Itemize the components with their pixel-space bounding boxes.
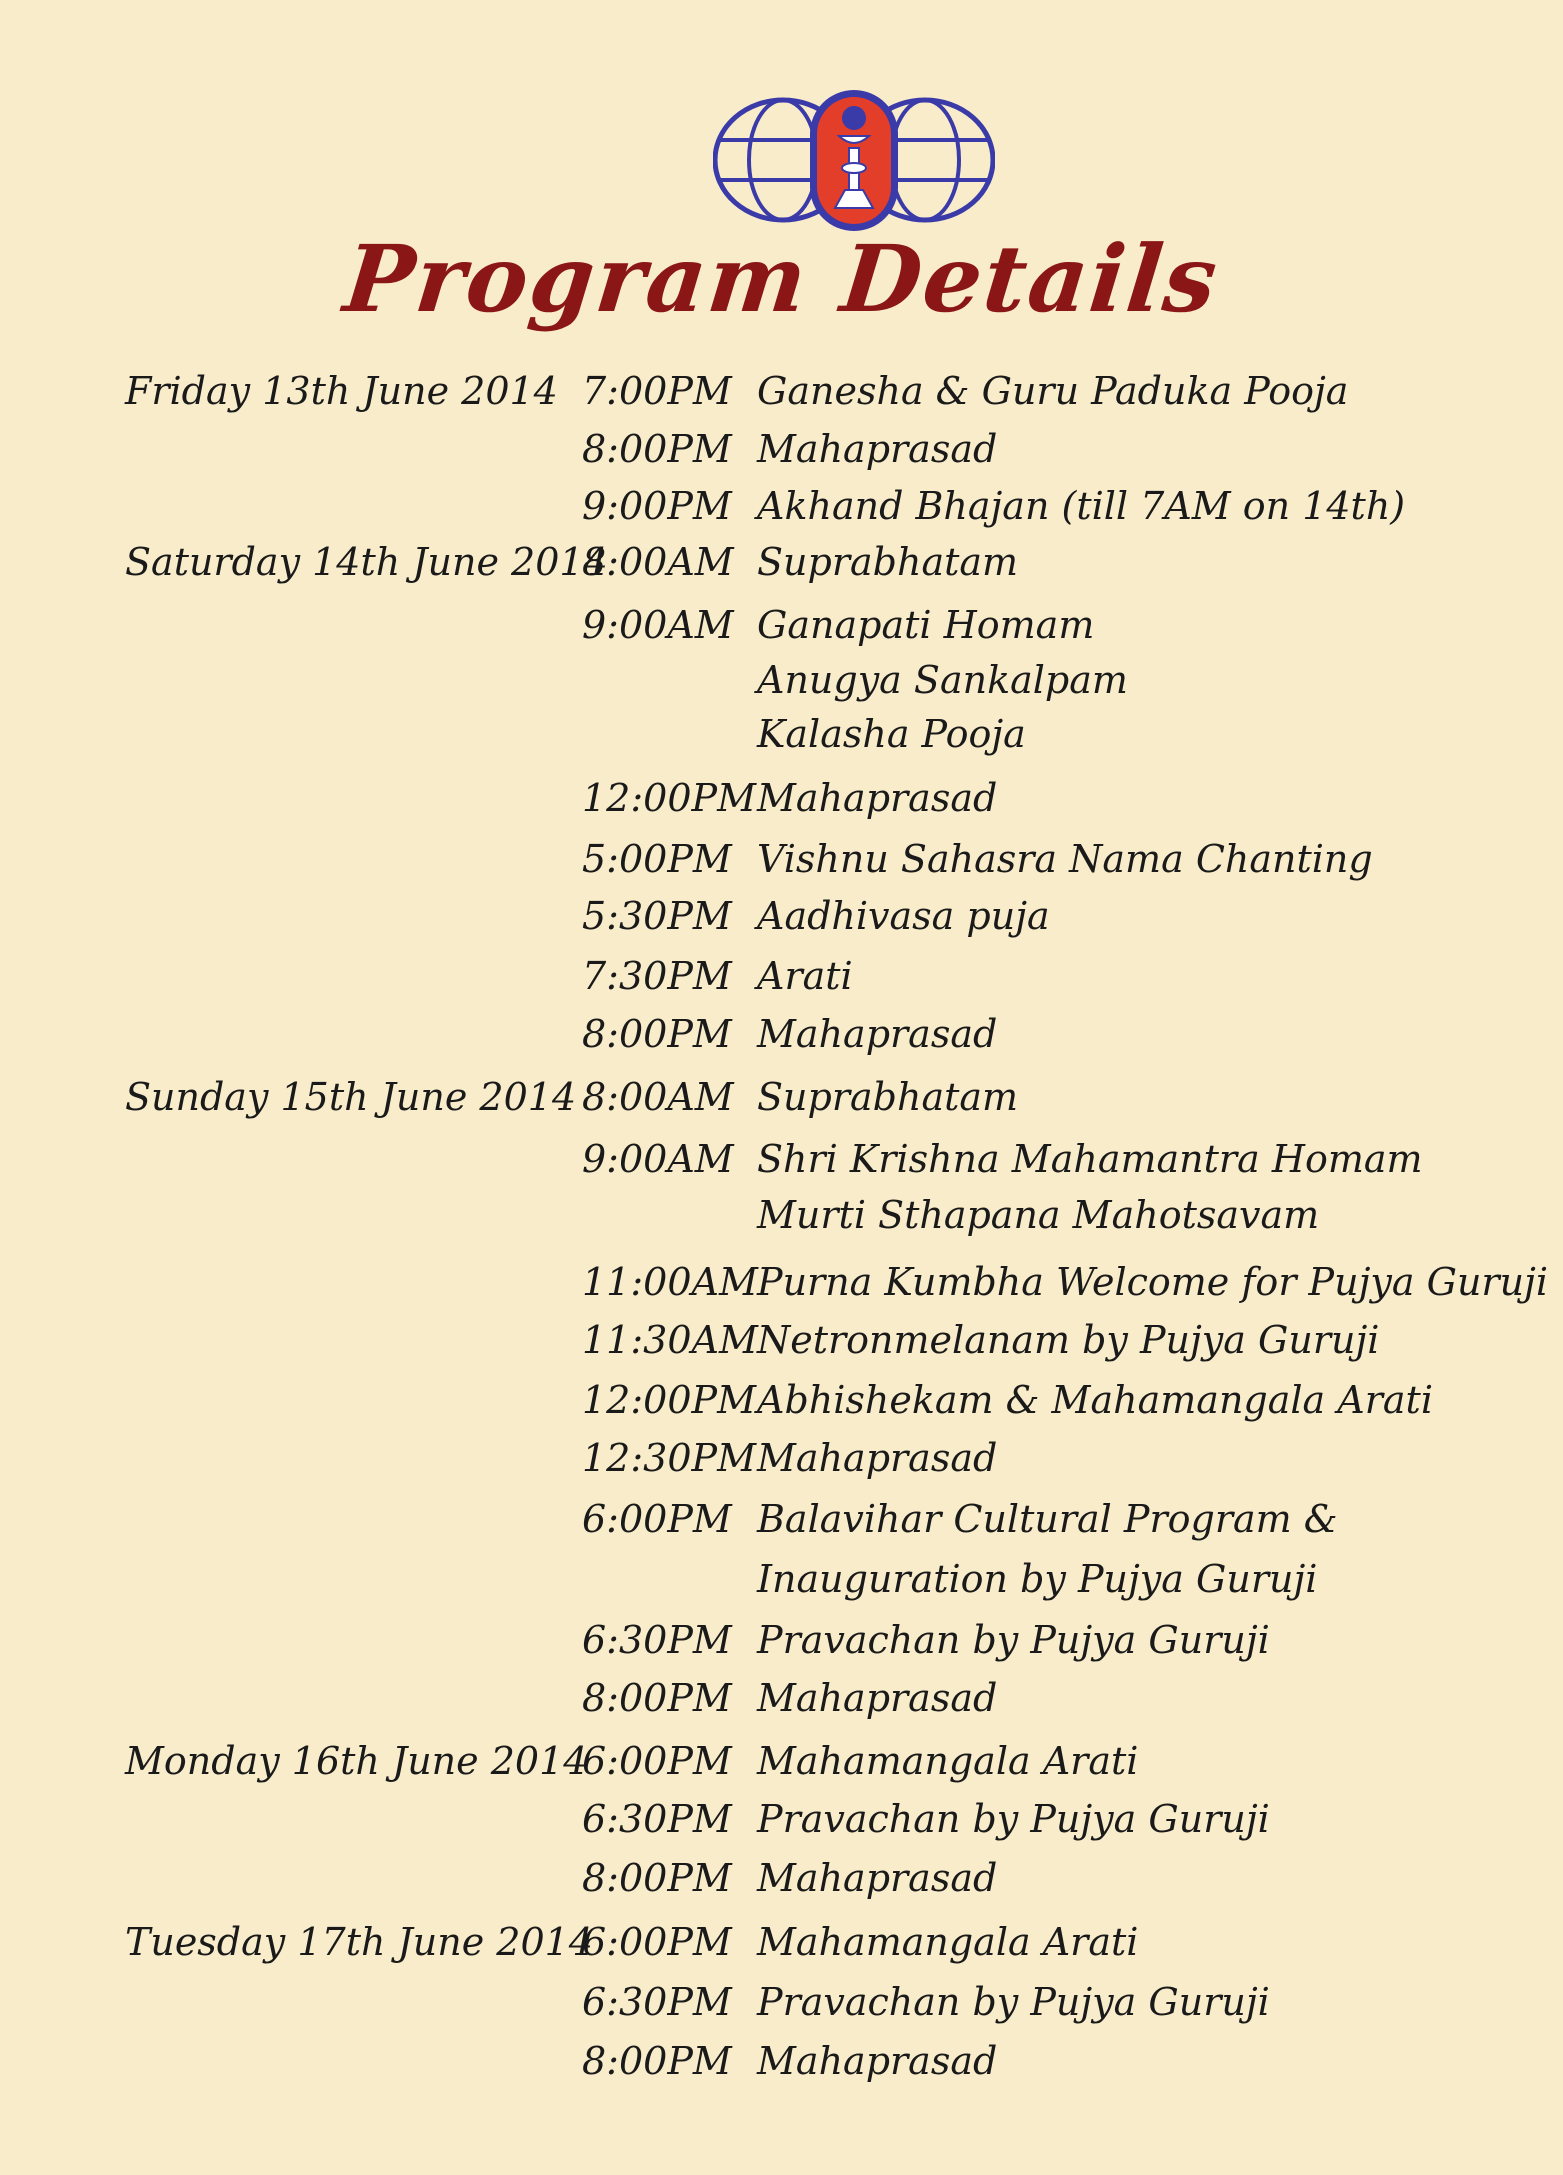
chinmaya-mission-logo xyxy=(713,88,995,233)
schedule-event: Mahaprasad xyxy=(757,427,998,471)
schedule-event: Balavihar Cultural Program & xyxy=(757,1497,1338,1541)
schedule-day: Friday 13th June 2014 xyxy=(125,369,558,413)
schedule-row xyxy=(0,1372,1563,1428)
schedule-time: 9:00AM xyxy=(582,603,734,647)
schedule-event: Pravachan by Pujya Guruji xyxy=(757,1797,1270,1841)
schedule-row xyxy=(0,1187,1563,1243)
schedule-time: 8:00PM xyxy=(582,2039,732,2083)
schedule-event: Mahamangala Arati xyxy=(757,1920,1139,1964)
schedule-event: Pravachan by Pujya Guruji xyxy=(757,1980,1270,2024)
schedule-row xyxy=(0,888,1563,944)
schedule-row xyxy=(0,706,1563,762)
schedule-row xyxy=(0,1491,1563,1547)
schedule-row xyxy=(0,2033,1563,2089)
schedule-event: Mahaprasad xyxy=(757,776,998,820)
schedule-row xyxy=(0,1430,1563,1486)
schedule-row xyxy=(0,770,1563,826)
schedule-event: Ganesha & Guru Paduka Pooja xyxy=(757,369,1349,413)
schedule-time: 6:30PM xyxy=(582,1980,732,2024)
schedule-time: 11:00AM xyxy=(582,1260,758,1304)
schedule-row xyxy=(0,652,1563,708)
schedule-event: Ganapati Homam xyxy=(757,603,1095,647)
schedule-row xyxy=(0,1914,1563,1970)
schedule-time: 8:00PM xyxy=(582,1856,732,1900)
schedule-row xyxy=(0,948,1563,1004)
schedule-event: Abhishekam & Mahamangala Arati xyxy=(757,1378,1433,1422)
schedule-row xyxy=(0,478,1563,534)
schedule-time: 6:00PM xyxy=(582,1920,732,1964)
schedule-time: 6:30PM xyxy=(582,1797,732,1841)
schedule-row xyxy=(0,1670,1563,1726)
schedule-time: 5:00PM xyxy=(582,837,732,881)
schedule-time: 8:00PM xyxy=(582,1676,732,1720)
schedule-event: Pravachan by Pujya Guruji xyxy=(757,1618,1270,1662)
schedule-time: 7:30PM xyxy=(582,954,732,998)
schedule-event: Mahaprasad xyxy=(757,1012,998,1056)
schedule-row xyxy=(0,421,1563,477)
schedule-row xyxy=(0,363,1563,419)
schedule-event: Murti Sthapana Mahotsavam xyxy=(757,1193,1320,1237)
schedule-time: 8:00PM xyxy=(582,1012,732,1056)
schedule-event: Kalasha Pooja xyxy=(757,712,1026,756)
schedule-event: Suprabhatam xyxy=(757,540,1019,584)
schedule-time: 8:00AM xyxy=(582,540,734,584)
schedule-row xyxy=(0,1069,1563,1125)
schedule-row xyxy=(0,1612,1563,1668)
schedule-event: Mahaprasad xyxy=(757,1676,998,1720)
schedule-time: 9:00AM xyxy=(582,1137,734,1181)
schedule-row xyxy=(0,1254,1563,1310)
schedule-time: 8:00AM xyxy=(582,1075,734,1119)
schedule-time: 5:30PM xyxy=(582,894,732,938)
schedule-event: Shri Krishna Mahamantra Homam xyxy=(757,1137,1423,1181)
schedule-time: 12:00PM xyxy=(582,1378,756,1422)
schedule-row xyxy=(0,1850,1563,1906)
schedule-row xyxy=(0,1791,1563,1847)
schedule-row xyxy=(0,1312,1563,1368)
schedule-event: Mahaprasad xyxy=(757,2039,998,2083)
schedule-time: 7:00PM xyxy=(582,369,732,413)
schedule-event: Vishnu Sahasra Nama Chanting xyxy=(757,837,1373,881)
schedule-time: 6:30PM xyxy=(582,1618,732,1662)
schedule-event: Anugya Sankalpam xyxy=(757,658,1128,702)
schedule-time: 11:30AM xyxy=(582,1318,758,1362)
schedule-row xyxy=(0,1733,1563,1789)
schedule-event: Suprabhatam xyxy=(757,1075,1019,1119)
schedule-day: Monday 16th June 2014 xyxy=(125,1739,588,1783)
schedule-time: 9:00PM xyxy=(582,484,732,528)
schedule-day: Saturday 14th June 2014 xyxy=(125,540,608,584)
schedule-day: Sunday 15th June 2014 xyxy=(125,1075,577,1119)
schedule-day: Tuesday 17th June 2014 xyxy=(125,1920,593,1964)
schedule-event: Arati xyxy=(757,954,853,998)
schedule-time: 6:00PM xyxy=(582,1497,732,1541)
schedule-row xyxy=(0,831,1563,887)
schedule-event: Akhand Bhajan (till 7AM on 14th) xyxy=(757,484,1406,528)
schedule-row xyxy=(0,1131,1563,1187)
schedule-event: Netronmelanam by Pujya Guruji xyxy=(757,1318,1380,1362)
schedule-row xyxy=(0,1551,1563,1607)
schedule-row xyxy=(0,597,1563,653)
schedule-row xyxy=(0,1006,1563,1062)
schedule-event: Inauguration by Pujya Guruji xyxy=(757,1557,1318,1601)
schedule-event: Mahaprasad xyxy=(757,1436,998,1480)
schedule-event: Mahaprasad xyxy=(757,1856,998,1900)
page-title: Program Details xyxy=(339,225,1224,333)
schedule-event: Mahamangala Arati xyxy=(757,1739,1139,1783)
schedule-row xyxy=(0,1974,1563,2030)
schedule-time: 8:00PM xyxy=(582,427,732,471)
schedule-row xyxy=(0,534,1563,590)
schedule-time: 12:00PM xyxy=(582,776,756,820)
schedule-time: 12:30PM xyxy=(582,1436,756,1480)
schedule-event: Aadhivasa puja xyxy=(757,894,1050,938)
schedule-event: Purna Kumbha Welcome for Pujya Guruji xyxy=(757,1260,1548,1304)
schedule-time: 6:00PM xyxy=(582,1739,732,1783)
